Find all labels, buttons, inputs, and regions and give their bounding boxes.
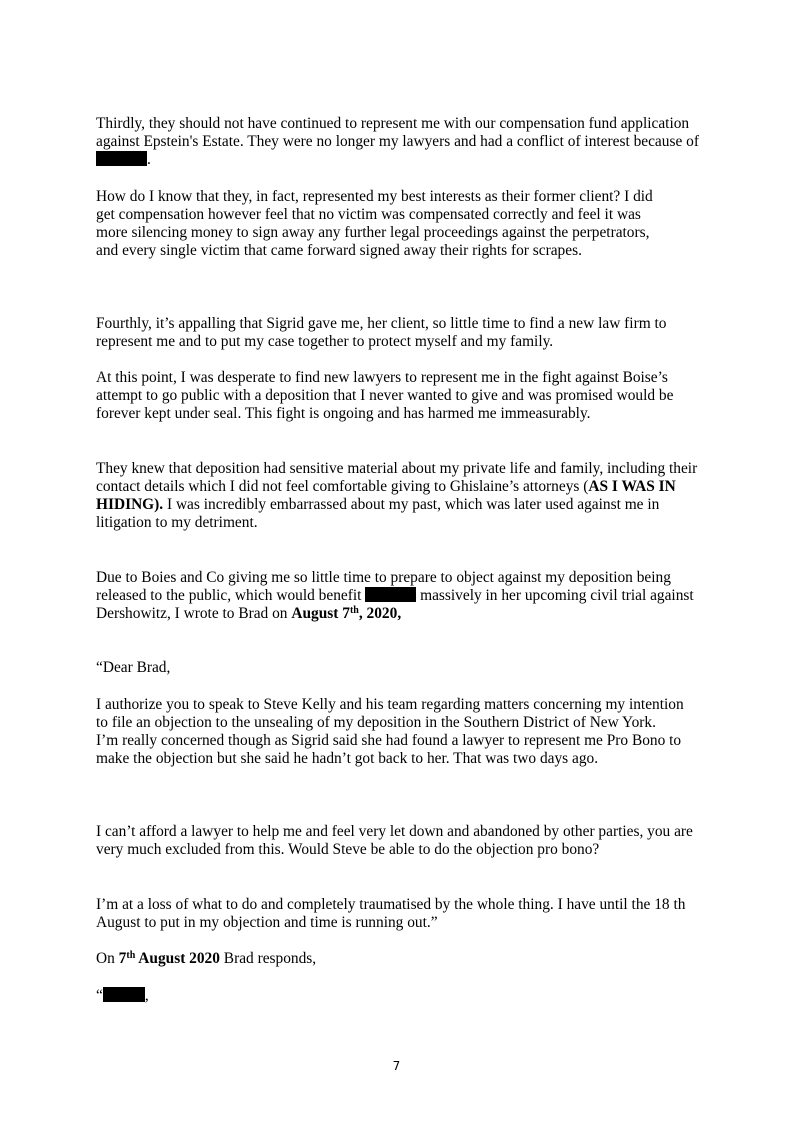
redaction-block bbox=[96, 151, 147, 166]
letter-paragraph-authorize bbox=[96, 696, 696, 768]
paragraph-text: . bbox=[147, 151, 151, 169]
date-text: 7th August 2020 bbox=[118, 950, 220, 967]
paragraph-desperate: At this point, I was desperate to find new lawyers to represent me in the fight against Boise’s attempt to go public with a deposition that I never wanted to give and was promised would be forever kept under seal. This fight is ongoing and has harmed me immeasurably. bbox=[96, 369, 674, 423]
redaction-block bbox=[103, 987, 145, 1002]
reply-salutation bbox=[96, 987, 149, 1005]
paragraph-text: They knew that deposition had sensitive material about my private life and family, including their contact details which I did not feel comfortable giving to Ghislaine’s attorneys ( bbox=[96, 460, 698, 496]
page-number: 7 bbox=[392, 1059, 401, 1073]
paragraph-deposition bbox=[96, 460, 706, 532]
paragraph-text: I’m really concerned though as Sigrid said she had found a lawyer to represent me Pro Bono to make the objection but she said he hadn’t got back to her. That was two days ago. bbox=[96, 732, 682, 768]
paragraph-text: massively in her upcoming civil trial against Dershowitz, I wrote to Brad on bbox=[96, 587, 694, 623]
redaction-block bbox=[365, 587, 416, 602]
paragraph-boies bbox=[96, 569, 706, 623]
letter-paragraph-afford: I can’t afford a lawyer to help me and feel very let down and abandoned by other parties, you are very much excluded from this. Would Steve be able to do the objection pro bono? bbox=[96, 823, 693, 859]
paragraph-text: I authorize you to speak to Steve Kelly and his team regarding matters concerning my intention to file an objection to the unsealing of my deposition in the Southern District of New York. bbox=[96, 696, 684, 732]
letter-paragraph-loss: I’m at a loss of what to do and completely traumatised by the whole thing. I have until the 18 th August to put in my objection and time is running out.” bbox=[96, 896, 686, 932]
emphasis-text: AS I WAS IN HIDING). bbox=[96, 478, 676, 514]
quote-mark: “ bbox=[96, 987, 103, 1004]
paragraph-text: On bbox=[96, 950, 119, 967]
paragraph-text: Due to Boies and Co giving me so little time to prepare to object against my deposition being released to the public, which would benefit bbox=[96, 569, 671, 605]
paragraph-compensation: How do I know that they, in fact, represented my best interests as their former client? I did get compensation however feel that no victim was compensated correctly and feel it was more silencing money to sign away any further legal proceedings against the perpetrators, and every single victim that came forward signed away their rights for scrapes. bbox=[96, 188, 653, 260]
paragraph-text: , bbox=[144, 987, 149, 1004]
paragraph-text: Brad responds, bbox=[219, 950, 317, 967]
paragraph-text: I was incredibly embarrassed about my past, which was later used against me in litigation to my detriment. bbox=[96, 496, 660, 532]
paragraph-text: Thirdly, they should not have continued to represent me with our compensation fund application against Epstein's Estate. They were no longer my lawyers and had a conflict of interest because of bbox=[96, 115, 699, 151]
date-text: August 7th, 2020, bbox=[291, 605, 402, 623]
letter-salutation: “Dear Brad, bbox=[96, 659, 171, 676]
paragraph-fourthly: Fourthly, it’s appalling that Sigrid gave me, her client, so little time to find a new law firm to represent me and to put my case together to protect myself and my family. bbox=[96, 315, 667, 351]
paragraph-thirdly bbox=[96, 115, 706, 169]
paragraph-brad-responds bbox=[96, 950, 706, 968]
